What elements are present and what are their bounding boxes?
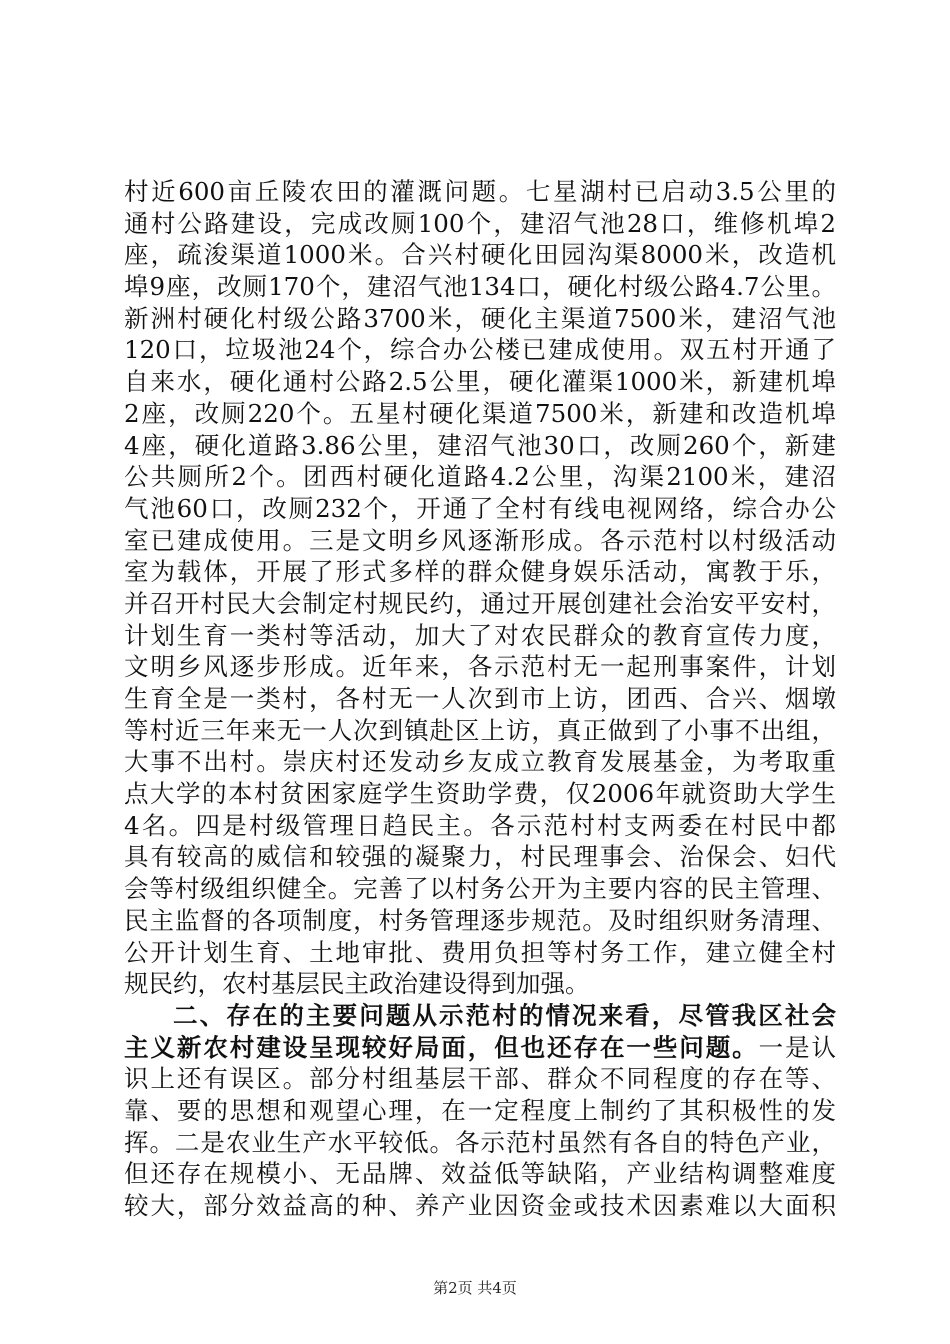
text-line: 埠9座，改厕170个，建沼气池134口，硬化村级公路4.7公里。 bbox=[124, 272, 836, 302]
text-line: 4名。四是村级管理日趋民主。各示范村村支两委在村民中都 bbox=[124, 810, 836, 840]
text-line: 并召开村民大会制定村规民约，通过开展创建社会治安平安村， bbox=[124, 588, 836, 618]
text-line: 挥。二是农业生产水平较低。各示范村虽然有各自的特色产业， bbox=[124, 1127, 836, 1157]
text-line: 具有较高的威信和较强的凝聚力，村民理事会、治保会、妇代 bbox=[124, 842, 836, 872]
text-line: 自来水，硬化通村公路2.5公里，硬化灌渠1000米，新建机埠 bbox=[124, 367, 836, 397]
text-line: 等村近三年来无一人次到镇赴区上访，真正做到了小事不出组， bbox=[124, 715, 836, 745]
text-line: 公开计划生育、土地审批、费用负担等村务工作，建立健全村 bbox=[124, 937, 836, 967]
section-heading-continuation bbox=[124, 1032, 836, 1064]
text-line: 但还存在规模小、无品牌、效益低等缺陷，产业结构调整难度 bbox=[124, 1159, 836, 1189]
text-line: 通村公路建设，完成改厕100个，建沼气池28口，维修机埠2 bbox=[124, 208, 836, 238]
body-text bbox=[124, 176, 836, 1222]
text-line: 会等村级组织健全。完善了以村务公开为主要内容的民主管理、 bbox=[124, 874, 836, 904]
text-line: 4座，硬化道路3.86公里，建沼气池30口，改厕260个，新建 bbox=[124, 430, 836, 460]
text-line: 规民约，农村基层民主政治建设得到加强。 bbox=[124, 969, 590, 999]
text-line: 大事不出村。崇庆村还发动乡友成立教育发展基金，为考取重 bbox=[124, 747, 836, 777]
text-line: 识上还有误区。部分村组基层干部、群众不同程度的存在等、 bbox=[124, 1064, 836, 1094]
text-line: 民主监督的各项制度，村务管理逐步规范。及时组织财务清理、 bbox=[124, 905, 836, 935]
section-text: 一是认 bbox=[758, 1032, 837, 1062]
text-line: 120口，垃圾池24个，综合办公楼已建成使用。双五村开通了 bbox=[124, 335, 836, 365]
text-line: 新洲村硬化村级公路3700米，硬化主渠道7500米，建沼气池 bbox=[124, 303, 836, 333]
text-line: 座，疏浚渠道1000米。合兴村硬化田园沟渠8000米，改造机 bbox=[124, 240, 836, 270]
text-line: 文明乡风逐步形成。近年来，各示范村无一起刑事案件，计划 bbox=[124, 652, 836, 682]
page-footer bbox=[0, 1278, 950, 1298]
section-heading: 二、存在的主要问题从示范村的情况来看，尽管我区社会 bbox=[173, 1000, 836, 1030]
section-heading-bold-text: 主义新农村建设呈现较好局面，但也还存在一些问题。 bbox=[124, 1032, 759, 1062]
text-line: 较大，部分效益高的种、养产业因资金或技术因素难以大面积 bbox=[124, 1191, 836, 1220]
text-line: 靠、要的思想和观望心理，在一定程度上制约了其积极性的发 bbox=[124, 1095, 836, 1125]
text-line: 室已建成使用。三是文明乡风逐渐形成。各示范村以村级活动 bbox=[124, 525, 836, 555]
text-line: 2座，改厕220个。五星村硬化渠道7500米，新建和改造机埠 bbox=[124, 398, 836, 428]
text-line: 室为载体，开展了形式多样的群众健身娱乐活动，寓教于乐， bbox=[124, 557, 836, 587]
text-line: 公共厕所2个。团西村硬化道路4.2公里，沟渠2100米，建沼 bbox=[124, 462, 836, 492]
text-line: 村近600亩丘陵农田的灌溉问题。七星湖村已启动3.5公里的 bbox=[124, 177, 836, 206]
text-line: 生育全是一类村，各村无一人次到市上访，团西、合兴、烟墩 bbox=[124, 684, 836, 713]
page-number: 第2页 共4页 bbox=[433, 1279, 517, 1297]
text-line: 计划生育一类村等活动，加大了对农民群众的教育宣传力度， bbox=[124, 620, 836, 650]
text-line: 气池60口，改厕232个，开通了全村有线电视网络，综合办公 bbox=[124, 493, 836, 523]
text-line: 点大学的本村贫困家庭学生资助学费，仅2006年就资助大学生 bbox=[124, 779, 836, 809]
